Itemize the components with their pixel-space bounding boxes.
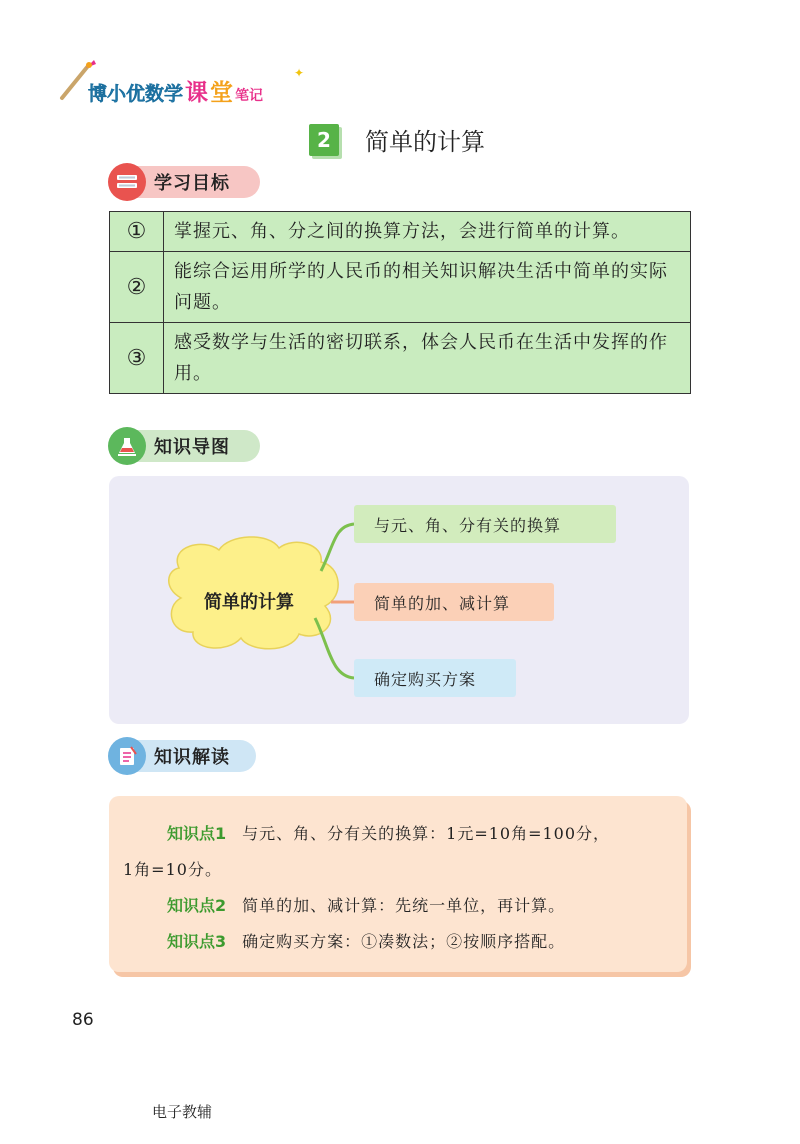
table-row — [110, 323, 691, 394]
mind-map-center: 简单的计算 — [204, 592, 294, 613]
section-title: 学习目标 — [154, 173, 230, 194]
section-header-reading — [110, 740, 256, 772]
chapter-title: 简单的计算 — [365, 128, 485, 156]
table-row — [110, 212, 691, 252]
knowledge-point — [167, 888, 663, 924]
knowledge-box — [109, 796, 687, 972]
section-title: 知识导图 — [154, 437, 230, 458]
knowledge-continuation: 1角=10分。 — [123, 860, 222, 879]
knowledge-label: 知识点3 — [167, 932, 227, 951]
goal-text: 能综合运用所学的人民币的相关知识解决生活中简单的实际问题。 — [164, 252, 691, 323]
footer-text: 电子教辅 — [152, 1103, 213, 1121]
brand-suffix: 笔记 — [235, 88, 264, 104]
knowledge-label: 知识点1 — [167, 824, 227, 843]
books-icon — [108, 163, 146, 201]
knowledge-text: 确定购买方案：①凑数法；②按顺序搭配。 — [242, 932, 566, 951]
chapter-number: 2 — [309, 124, 339, 156]
knowledge-text: 简单的加、减计算：先统一单位，再计算。 — [242, 896, 566, 915]
star-icon: ✦ — [294, 66, 305, 80]
goals-table — [109, 211, 691, 394]
goal-number: ① — [110, 212, 164, 252]
brand-logo — [58, 58, 308, 106]
chapter-heading — [309, 122, 485, 157]
flask-icon — [108, 427, 146, 465]
goal-text: 感受数学与生活的密切联系，体会人民币在生活中发挥的作用。 — [164, 323, 691, 394]
table-row — [110, 252, 691, 323]
section-header-map — [110, 430, 260, 462]
section-header-goals — [110, 166, 260, 198]
goal-number: ② — [110, 252, 164, 323]
knowledge-label: 知识点2 — [167, 896, 227, 915]
brand-accent-2: 堂 — [210, 80, 234, 106]
brand-accent-1: 课 — [185, 80, 209, 106]
brand-name: 博小优数学 — [88, 83, 184, 105]
notebook-icon — [108, 737, 146, 775]
mind-map-branch: 与元、角、分有关的换算 — [354, 505, 616, 543]
mind-map — [109, 476, 689, 724]
mind-map-branch: 简单的加、减计算 — [354, 583, 554, 621]
branch-line — [321, 524, 354, 571]
page-number: 86 — [72, 1010, 94, 1030]
goal-text: 掌握元、角、分之间的换算方法，会进行简单的计算。 — [164, 212, 691, 252]
knowledge-point — [167, 816, 663, 852]
mind-map-branch: 确定购买方案 — [354, 659, 516, 697]
knowledge-text: 与元、角、分有关的换算：1元=10角=100分， — [242, 824, 611, 843]
goal-number: ③ — [110, 323, 164, 394]
section-title: 知识解读 — [154, 747, 230, 768]
knowledge-point — [167, 924, 663, 960]
